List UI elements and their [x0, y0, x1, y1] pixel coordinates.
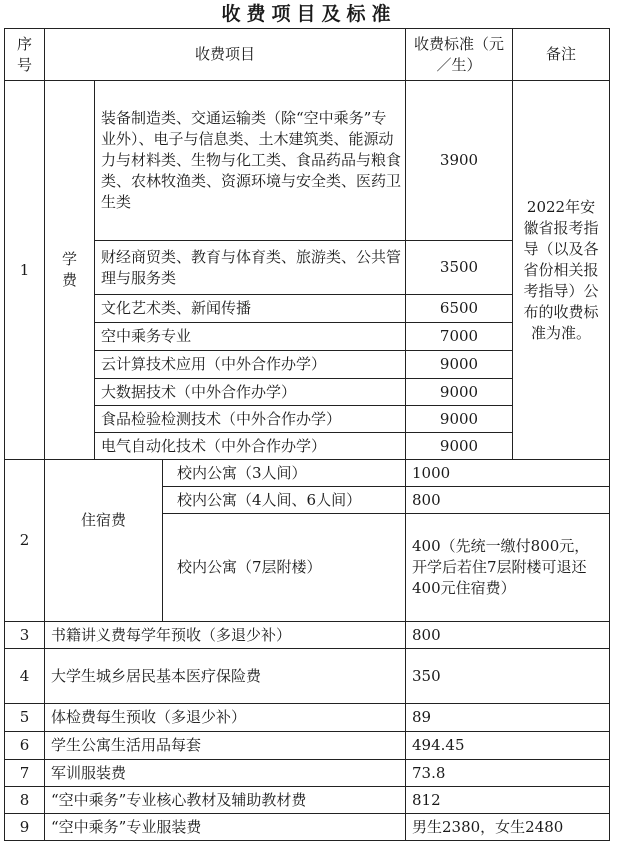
- header-no: 序号: [16, 34, 32, 74]
- other-row-item: 书籍讲义费每学年预收（多退少补）: [51, 625, 292, 644]
- lodging-row-item: 校内公寓（3人间）: [177, 463, 307, 482]
- tuition-row-fee: 3500: [439, 258, 479, 276]
- tuition-no: 1: [19, 260, 30, 279]
- other-row-fee: 73.8: [412, 763, 446, 782]
- other-row-item: 学生公寓生活用品每套: [51, 736, 202, 754]
- tuition-row-item: 装备制造类、交通运输类（除“空中乘务”专业外）、电子与信息类、土木建筑类、能源动力与材料类、生物与化工类、食品药品与粮食类、农林牧渔类、资源环境与安全类、医药卫生类: [101, 109, 402, 211]
- other-row-fee: 800: [412, 625, 441, 644]
- other-row-no: 8: [19, 790, 30, 809]
- tuition-row-fee: 9000: [439, 382, 479, 401]
- tuition-row-fee: 9000: [439, 409, 479, 428]
- other-row-item: 军训服装费: [51, 763, 127, 782]
- other-row-no: 7: [19, 763, 30, 782]
- header-note: 备注: [545, 45, 576, 63]
- tuition-row-fee: 9000: [439, 436, 479, 455]
- lodging-row-item: 校内公寓（4人间、6人间）: [177, 490, 362, 509]
- document-title: 收费项目及标准: [221, 3, 397, 25]
- tuition-row-fee: 9000: [439, 355, 479, 373]
- tuition-row-item: 电气自动化技术（中外合作办学）: [101, 436, 327, 455]
- other-row-item: 体检费每生预收（多退少补）: [51, 708, 247, 726]
- other-row-no: 5: [19, 708, 30, 726]
- lodging-no: 2: [19, 531, 30, 549]
- other-row-fee: 89: [412, 708, 432, 726]
- fee-table: [4, 28, 610, 841]
- other-row-fee: 男生2380，女生2480: [412, 817, 564, 836]
- other-row-fee: 812: [412, 790, 441, 809]
- other-row-fee: 494.45: [412, 736, 465, 754]
- tuition-row-item: 食品检验检测技术（中外合作办学）: [101, 409, 342, 428]
- other-row-item: 大学生城乡居民基本医疗保险费: [51, 666, 262, 685]
- lodging-row-item: 校内公寓（7层附楼）: [177, 558, 322, 576]
- other-row-no: 6: [19, 736, 30, 754]
- lodging-row-fee: 400（先统一缴付800元，开学后若住7层附楼可退还400元住宿费）: [412, 537, 590, 597]
- other-row-no: 3: [19, 625, 30, 644]
- tuition-row-item: 空中乘务专业: [101, 327, 192, 345]
- tuition-row-item: 财经商贸类、教育与体育类、旅游类、公共管理与服务类: [101, 247, 402, 287]
- tuition-row-fee: 6500: [439, 299, 479, 317]
- tuition-row-fee: 3900: [439, 151, 479, 169]
- lodging-row-fee: 1000: [412, 463, 451, 482]
- tuition-note: 2022年安徽省报考指导（以及各省份相关报考指导）公布的收费标准为准。: [523, 197, 599, 342]
- tuition-row-item: 文化艺术类、新闻传播: [101, 299, 252, 317]
- lodging-row-fee: 800: [412, 490, 441, 509]
- other-row-item: “空中乘务”专业核心教材及辅助教材费: [51, 790, 307, 809]
- other-row-no: 4: [19, 666, 30, 685]
- tuition-row-fee: 7000: [439, 327, 479, 345]
- lodging-label: 住宿费: [80, 511, 126, 529]
- other-row-no: 9: [19, 817, 30, 836]
- header-item: 收费项目: [194, 45, 255, 63]
- tuition-row-item: 大数据技术（中外合作办学）: [101, 382, 297, 401]
- other-row-fee: 350: [412, 666, 441, 685]
- tuition-row-item: 云计算技术应用（中外合作办学）: [101, 355, 327, 373]
- other-row-item: “空中乘务”专业服装费: [51, 817, 202, 836]
- header-standard: 收费标准（元／生）: [414, 34, 505, 74]
- tuition-label: 学费: [61, 250, 77, 289]
